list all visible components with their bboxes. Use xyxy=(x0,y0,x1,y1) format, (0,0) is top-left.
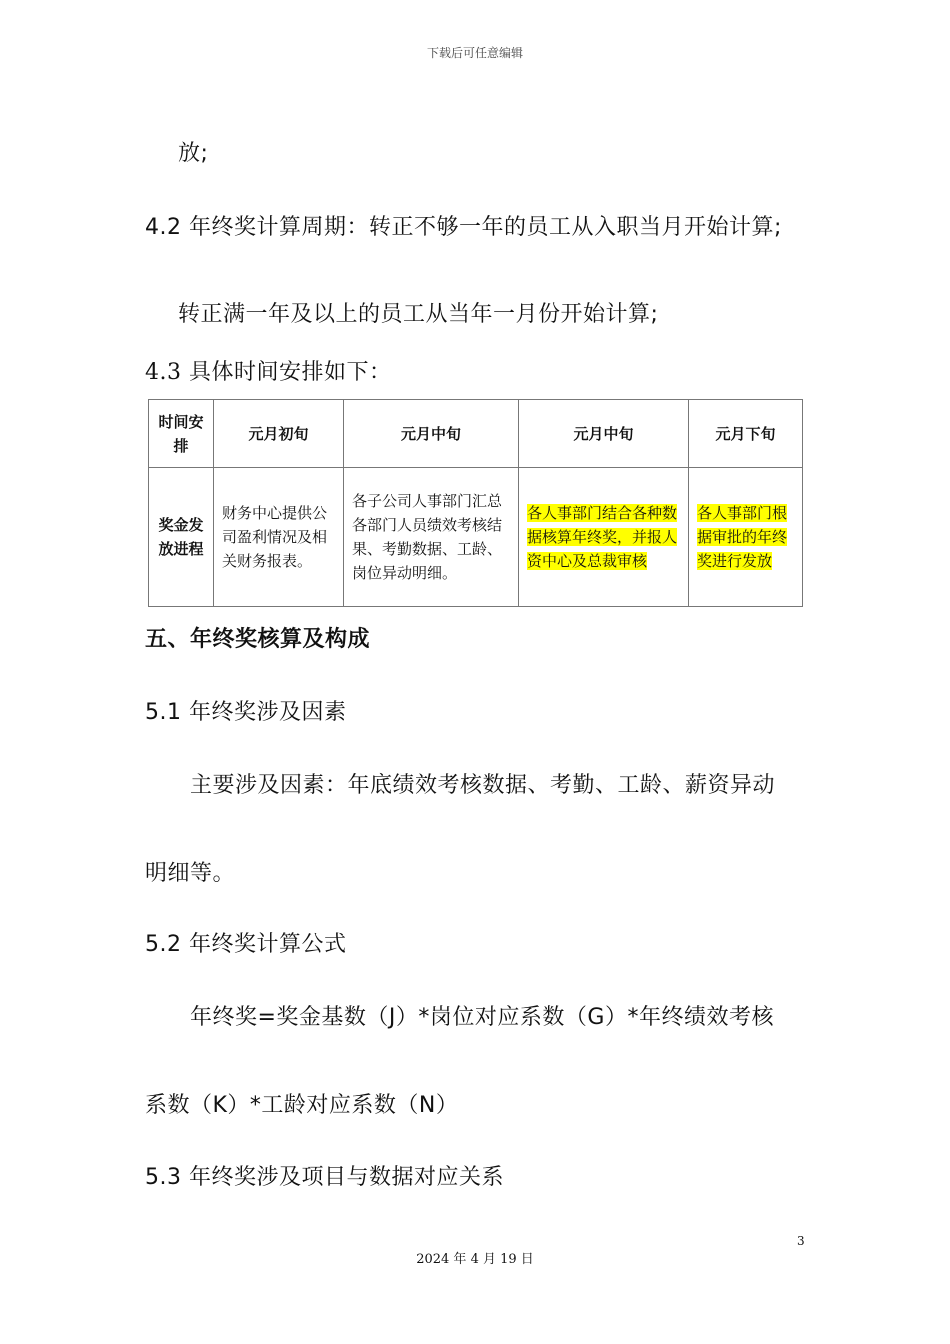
paragraph-5-1-cont: 明细等。 xyxy=(145,861,236,886)
table-row-header: 奖金发放进程 xyxy=(149,468,214,607)
table-row xyxy=(149,468,803,607)
paragraph-5-1: 5.1 年终奖涉及因素 xyxy=(145,700,347,725)
table-header-cell: 时间安排 xyxy=(149,400,214,468)
paragraph-continuation: 放; xyxy=(178,141,209,166)
table-cell-highlighted xyxy=(519,468,689,607)
page-number: 3 xyxy=(797,1234,805,1248)
table-cell: 财务中心提供公司盈利情况及相关财务报表。 xyxy=(214,468,344,607)
section-heading-5: 五、年终奖核算及构成 xyxy=(145,627,371,652)
paragraph-5-2: 5.2 年终奖计算公式 xyxy=(145,932,347,957)
highlighted-text: 各人事部门根据审批的年终奖进行发放 xyxy=(697,504,788,570)
paragraph-4-3: 4.3 具体时间安排如下： xyxy=(145,360,392,385)
formula-line-2: 系数（K）*工龄对应系数（N） xyxy=(145,1093,459,1118)
paragraph-4-2-cont: 转正满一年及以上的员工从当年一月份开始计算; xyxy=(178,302,659,327)
footer-date: 2024 年 4 月 19 日 xyxy=(416,1252,534,1267)
highlighted-text: 各人事部门结合各种数据核算年终奖，并报人资中心及总裁审核 xyxy=(527,504,678,570)
paragraph-5-3: 5.3 年终奖涉及项目与数据对应关系 xyxy=(145,1165,504,1190)
table-header-cell: 元月初旬 xyxy=(214,400,344,468)
schedule-table xyxy=(148,399,803,607)
table-cell: 各子公司人事部门汇总各部门人员绩效考核结果、考勤数据、工龄、岗位异动明细。 xyxy=(344,468,519,607)
paragraph-4-2: 4.2 年终奖计算周期：转正不够一年的员工从入职当月开始计算; xyxy=(145,215,782,240)
table-header-cell: 元月中旬 xyxy=(519,400,689,468)
formula-line-1: 年终奖=奖金基数（J）*岗位对应系数（G）*年终绩效考核 xyxy=(190,1005,774,1030)
table-cell-highlighted xyxy=(689,468,803,607)
table-header-cell: 元月中旬 xyxy=(344,400,519,468)
paragraph-5-1-body: 主要涉及因素：年底绩效考核数据、考勤、工龄、薪资异动 xyxy=(190,773,776,798)
page-header: 下载后可任意编辑 xyxy=(426,46,523,60)
table-header-row xyxy=(149,400,803,468)
table-header-cell: 元月下旬 xyxy=(689,400,803,468)
